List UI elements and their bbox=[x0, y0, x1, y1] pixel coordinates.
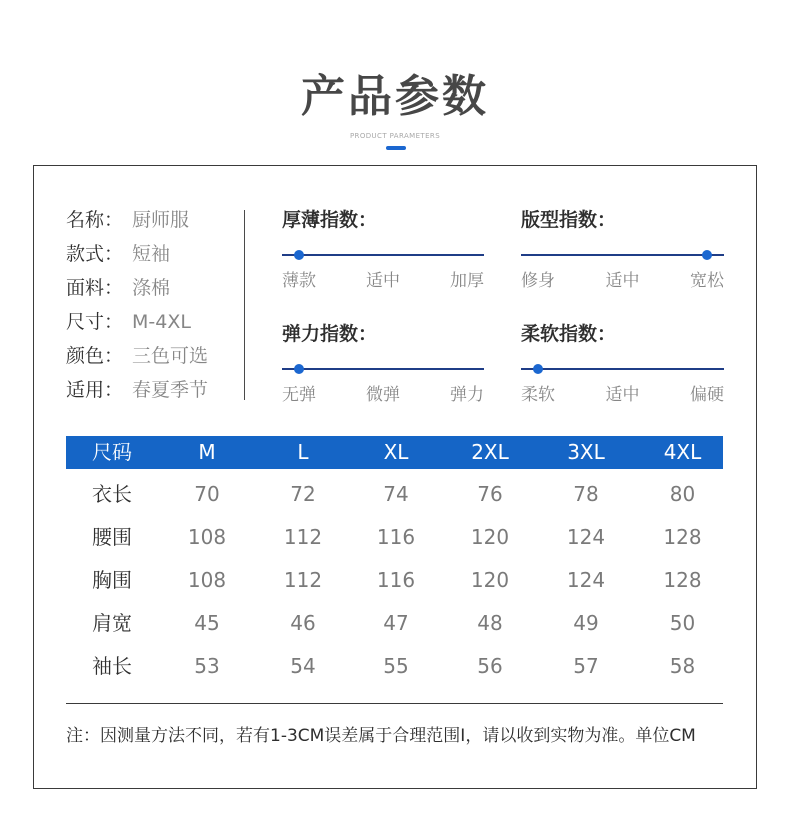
size-table-header bbox=[66, 436, 723, 469]
table-cell: 55 bbox=[383, 654, 409, 678]
index-thickness bbox=[282, 205, 484, 295]
table-cell: 108 bbox=[187, 568, 227, 592]
spec-row-name bbox=[66, 203, 236, 237]
table-cell: 54 bbox=[290, 654, 316, 678]
table-row bbox=[66, 473, 723, 516]
table-cell: 53 bbox=[194, 654, 220, 678]
table-bottom-divider bbox=[66, 703, 723, 704]
index-track bbox=[282, 368, 484, 370]
table-cell: 49 bbox=[573, 611, 599, 635]
table-cell: 112 bbox=[283, 525, 323, 549]
spec-value: 三色可选 bbox=[132, 345, 209, 367]
table-cell: 76 bbox=[477, 482, 503, 506]
header-cell: XL bbox=[383, 440, 409, 464]
index-option: 偏硬 bbox=[690, 385, 724, 405]
index-option: 柔软 bbox=[521, 385, 555, 405]
spec-value: 春夏季节 bbox=[132, 379, 209, 401]
index-track bbox=[521, 254, 724, 256]
row-label: 袖长 bbox=[92, 654, 132, 678]
index-title: 厚薄指数： bbox=[282, 209, 378, 231]
spec-value: 涤棉 bbox=[132, 277, 171, 299]
table-cell: 124 bbox=[566, 568, 606, 592]
index-options bbox=[521, 385, 724, 405]
table-cell: 50 bbox=[669, 611, 696, 635]
row-label: 肩宽 bbox=[92, 611, 132, 635]
header-cell: 4XL bbox=[663, 440, 702, 464]
spec-row-season bbox=[66, 373, 236, 407]
index-title: 柔软指数： bbox=[521, 323, 617, 345]
row-label: 腰围 bbox=[92, 525, 132, 549]
header-cell: L bbox=[297, 440, 309, 464]
size-table-body bbox=[66, 473, 723, 688]
spec-row-fabric bbox=[66, 271, 236, 305]
table-cell: 58 bbox=[669, 654, 696, 678]
index-options bbox=[282, 385, 484, 405]
index-option: 加厚 bbox=[450, 271, 484, 291]
table-cell: 108 bbox=[187, 525, 227, 549]
table-cell: 56 bbox=[477, 654, 503, 678]
header-cell: 尺码 bbox=[92, 440, 132, 464]
index-fit bbox=[521, 205, 724, 295]
table-cell: 112 bbox=[283, 568, 323, 592]
spec-row-color bbox=[66, 339, 236, 373]
header-cell: M bbox=[198, 440, 216, 464]
title-accent-bar bbox=[386, 146, 406, 150]
table-cell: 46 bbox=[290, 611, 316, 635]
index-title: 弹力指数： bbox=[282, 323, 378, 345]
index-option: 弹力 bbox=[450, 385, 484, 405]
spec-list bbox=[66, 203, 236, 407]
table-cell: 128 bbox=[663, 568, 702, 592]
index-track bbox=[282, 254, 484, 256]
spec-label: 名称： bbox=[66, 209, 124, 231]
table-row bbox=[66, 516, 723, 559]
table-cell: 78 bbox=[573, 482, 599, 506]
spec-label: 尺寸： bbox=[66, 311, 124, 333]
spec-label: 适用： bbox=[66, 379, 124, 401]
table-cell: 48 bbox=[477, 611, 503, 635]
table-cell: 128 bbox=[663, 525, 702, 549]
spec-label: 面料： bbox=[66, 277, 124, 299]
index-elasticity bbox=[282, 319, 484, 409]
measurement-note: 注：因测量方法不同，若有1-3CM误差属于合理范围I，请以收到实物为准。单位CM bbox=[66, 726, 696, 746]
index-option: 宽松 bbox=[690, 271, 724, 291]
table-cell: 124 bbox=[566, 525, 606, 549]
index-option: 修身 bbox=[521, 271, 555, 291]
index-marker bbox=[294, 250, 304, 260]
index-option: 微弹 bbox=[366, 385, 400, 405]
spec-value: 短袖 bbox=[132, 243, 171, 265]
index-option: 薄款 bbox=[282, 271, 316, 291]
table-cell: 70 bbox=[194, 482, 220, 506]
index-track bbox=[521, 368, 724, 370]
spec-row-style bbox=[66, 237, 236, 271]
table-cell: 45 bbox=[194, 611, 220, 635]
table-cell: 47 bbox=[383, 611, 409, 635]
spec-label: 颜色： bbox=[66, 345, 124, 367]
index-softness bbox=[521, 319, 724, 409]
row-label: 衣长 bbox=[92, 482, 132, 506]
spec-value: 厨师服 bbox=[132, 209, 190, 231]
header-cell: 2XL bbox=[471, 440, 509, 464]
index-marker bbox=[294, 364, 304, 374]
table-cell: 116 bbox=[376, 568, 416, 592]
table-cell: 116 bbox=[376, 525, 416, 549]
vertical-divider bbox=[244, 210, 245, 400]
table-row bbox=[66, 645, 723, 688]
index-option: 适中 bbox=[605, 271, 640, 291]
index-marker bbox=[533, 364, 543, 374]
header-cell: 3XL bbox=[567, 440, 605, 464]
table-row bbox=[66, 559, 723, 602]
table-cell: 120 bbox=[470, 525, 510, 549]
index-options bbox=[521, 271, 724, 291]
spec-label: 款式： bbox=[66, 243, 124, 265]
table-cell: 80 bbox=[669, 482, 696, 506]
spec-value: M-4XL bbox=[132, 311, 191, 333]
page-subtitle: PRODUCT PARAMETERS bbox=[349, 132, 441, 140]
index-option: 适中 bbox=[605, 385, 640, 405]
size-table bbox=[66, 436, 723, 688]
spec-row-size bbox=[66, 305, 236, 339]
table-cell: 74 bbox=[383, 482, 409, 506]
index-option: 适中 bbox=[366, 271, 400, 291]
table-row bbox=[66, 602, 723, 645]
index-title: 版型指数： bbox=[521, 209, 617, 231]
table-cell: 72 bbox=[290, 482, 316, 506]
page-title: 产品参数 bbox=[301, 71, 489, 122]
row-label: 胸围 bbox=[92, 568, 132, 592]
index-marker bbox=[702, 250, 712, 260]
table-cell: 57 bbox=[573, 654, 599, 678]
index-option: 无弹 bbox=[282, 385, 316, 405]
table-cell: 120 bbox=[470, 568, 510, 592]
index-options bbox=[282, 271, 484, 291]
